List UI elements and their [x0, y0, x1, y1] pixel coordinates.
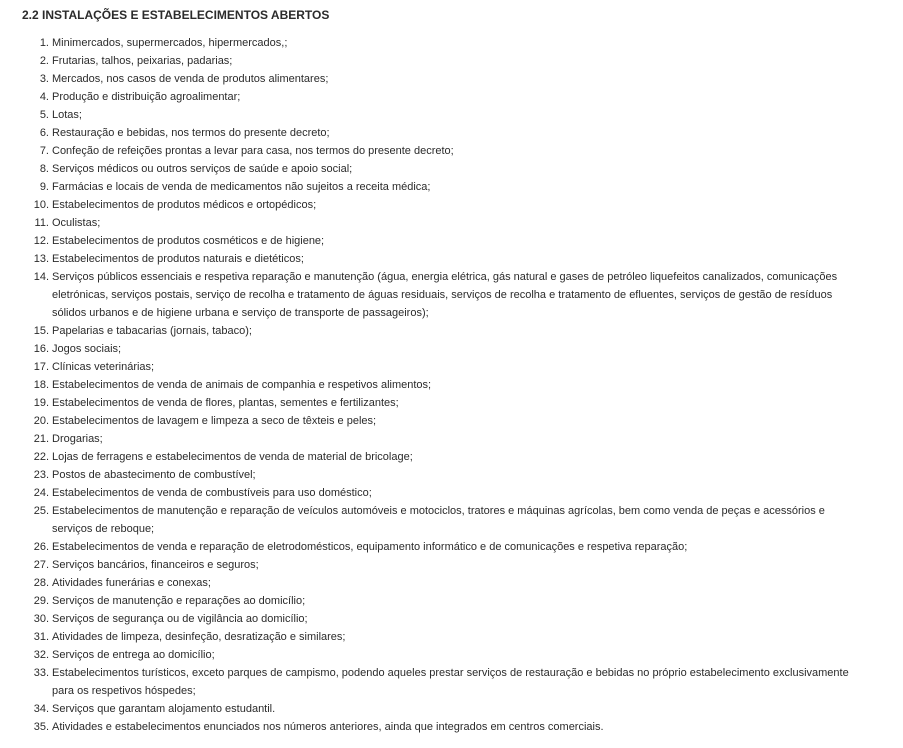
list-item-text: Farmácias e locais de venda de medicamentos não sujeitos a receita médica; — [52, 181, 431, 193]
list-item-number: 5. — [39, 109, 49, 121]
list-item-number: 12. — [33, 235, 49, 247]
list-item-number: 31. — [33, 631, 49, 643]
list-item-number: 6. — [39, 127, 49, 139]
list-item — [0, 484, 903, 502]
list-item-number: 35. — [33, 721, 49, 733]
list-item-number: 27. — [33, 559, 49, 571]
list-item-text: Serviços de manutenção e reparações ao domicílio; — [52, 595, 306, 607]
list-item — [0, 574, 903, 592]
list-item-text: Produção e distribuição agroalimentar; — [52, 91, 241, 103]
list-item-number: 21. — [33, 433, 49, 445]
list-item — [0, 394, 903, 412]
list-item-number: 10. — [33, 199, 49, 211]
list-item-text: Serviços bancários, financeiros e seguros; — [52, 559, 259, 571]
list-item — [0, 178, 903, 196]
list-item — [0, 106, 903, 124]
list-item-text: Oculistas; — [52, 217, 101, 229]
list-item-text: Estabelecimentos turísticos, exceto parques de campismo, podendo aqueles prestar serviços de restauração e bebidas no próprio estabelecimento exclusivamente para os respetivos hóspedes; — [52, 667, 849, 697]
list-item-text: Estabelecimentos de produtos cosméticos e de higiene; — [52, 235, 325, 247]
list-item-text: Clínicas veterinárias; — [52, 361, 155, 373]
list-item-number: 16. — [33, 343, 49, 355]
list-item-number: 22. — [33, 451, 49, 463]
list-item-text: Atividades funerárias e conexas; — [52, 577, 211, 589]
list-item-text: Confeção de refeições prontas a levar para casa, nos termos do presente decreto; — [52, 145, 454, 157]
list-item-text: Estabelecimentos de venda e reparação de eletrodomésticos, equipamento informático e de comunicações e respetiva reparação; — [52, 541, 688, 553]
list-item-text: Serviços médicos ou outros serviços de saúde e apoio social; — [52, 163, 353, 175]
list-item — [0, 340, 903, 358]
list-item — [0, 34, 903, 52]
list-item — [0, 646, 903, 664]
list-item-text: Drogarias; — [52, 433, 103, 445]
list-item-text: Serviços que garantam alojamento estudantil. — [52, 703, 276, 715]
list-item-number: 8. — [39, 163, 49, 175]
list-item-number: 25. — [33, 505, 49, 517]
list-item-number: 29. — [33, 595, 49, 607]
list-item — [0, 268, 903, 322]
list-item-number: 15. — [33, 325, 49, 337]
list-item-number: 28. — [33, 577, 49, 589]
list-item-text: Lojas de ferragens e estabelecimentos de venda de material de bricolage; — [52, 451, 413, 463]
list-item-text: Lotas; — [52, 109, 82, 121]
list-item-text: Minimercados, supermercados, hipermercados,; — [52, 37, 288, 49]
list-item-number: 26. — [33, 541, 49, 553]
list-item — [0, 628, 903, 646]
list-item-text: Postos de abastecimento de combustível; — [52, 469, 256, 481]
list-item-number: 14. — [33, 271, 49, 283]
list-item-number: 7. — [39, 145, 49, 157]
list-item — [0, 502, 903, 538]
list-item-number: 20. — [33, 415, 49, 427]
list-item — [0, 196, 903, 214]
list-item-number: 13. — [33, 253, 49, 265]
list-item — [0, 556, 903, 574]
list-item-text: Estabelecimentos de venda de flores, plantas, sementes e fertilizantes; — [52, 397, 399, 409]
list-item — [0, 124, 903, 142]
list-item-text: Estabelecimentos de venda de combustíveis para uso doméstico; — [52, 487, 372, 499]
list-item-text: Estabelecimentos de lavagem e limpeza a seco de têxteis e peles; — [52, 415, 377, 427]
list-item-text: Atividades de limpeza, desinfeção, desratização e similares; — [52, 631, 346, 643]
list-item-number: 19. — [33, 397, 49, 409]
list-item — [0, 250, 903, 268]
list-item — [0, 538, 903, 556]
list-item — [0, 610, 903, 628]
list-item — [0, 88, 903, 106]
list-item — [0, 718, 903, 736]
list-item — [0, 466, 903, 484]
list-item — [0, 700, 903, 718]
list-item-text: Atividades e estabelecimentos enunciados nos números anteriores, ainda que integrados em centros comerciais. — [52, 721, 604, 733]
list-item-number: 2. — [39, 55, 49, 67]
list-item-text: Estabelecimentos de manutenção e reparação de veículos automóveis e motociclos, tratores e máquinas agrícolas, bem como venda de peças e acessórios e serviços de reboque; — [52, 505, 825, 535]
list-item-text: Estabelecimentos de produtos médicos e ortopédicos; — [52, 199, 317, 211]
list-item-text: Estabelecimentos de produtos naturais e dietéticos; — [52, 253, 304, 265]
list-item-text: Restauração e bebidas, nos termos do presente decreto; — [52, 127, 330, 139]
list-item — [0, 232, 903, 250]
list-item-text: Serviços de segurança ou de vigilância ao domicílio; — [52, 613, 308, 625]
list-item — [0, 214, 903, 232]
list-item-number: 4. — [39, 91, 49, 103]
list-item — [0, 142, 903, 160]
list-item-number: 3. — [39, 73, 49, 85]
list-item — [0, 70, 903, 88]
list-item-text: Jogos sociais; — [52, 343, 122, 355]
list-item — [0, 358, 903, 376]
section-title: 2.2 INSTALAÇÕES E ESTABELECIMENTOS ABERTOS — [22, 8, 330, 22]
list-item-text: Mercados, nos casos de venda de produtos alimentares; — [52, 73, 329, 85]
establishments-list — [0, 34, 903, 736]
list-item-number: 33. — [33, 667, 49, 679]
list-item-number: 1. — [39, 37, 49, 49]
list-item — [0, 376, 903, 394]
list-item-number: 34. — [33, 703, 49, 715]
list-item-number: 17. — [33, 361, 49, 373]
list-item-text: Serviços públicos essenciais e respetiva reparação e manutenção (água, energia elétrica, gás natural e gases de petróleo liquefeitos canalizados, comunicações eletrónicas, serviços postais, serviço de recolha e tratamento de águas residuais, serviços de recolha e tratamento de efluentes, serviços de gestão de resíduos sólidos urbanos e de higiene urbana e serviço de transporte de passageiros); — [52, 271, 838, 319]
list-item — [0, 430, 903, 448]
list-item-text: Estabelecimentos de venda de animais de companhia e respetivos alimentos; — [52, 379, 432, 391]
list-item-text: Papelarias e tabacarias (jornais, tabaco); — [52, 325, 252, 337]
list-item — [0, 592, 903, 610]
list-item-number: 30. — [33, 613, 49, 625]
list-item — [0, 664, 903, 700]
list-item-number: 23. — [33, 469, 49, 481]
list-item — [0, 448, 903, 466]
list-item-text: Frutarias, talhos, peixarias, padarias; — [52, 55, 233, 67]
list-item — [0, 160, 903, 178]
list-item-text: Serviços de entrega ao domicílio; — [52, 649, 215, 661]
list-item-number: 18. — [33, 379, 49, 391]
list-item-number: 32. — [33, 649, 49, 661]
list-item — [0, 412, 903, 430]
list-item-number: 9. — [39, 181, 49, 193]
list-item — [0, 52, 903, 70]
list-item — [0, 322, 903, 340]
list-item-number: 11. — [34, 217, 49, 229]
list-item-number: 24. — [33, 487, 49, 499]
